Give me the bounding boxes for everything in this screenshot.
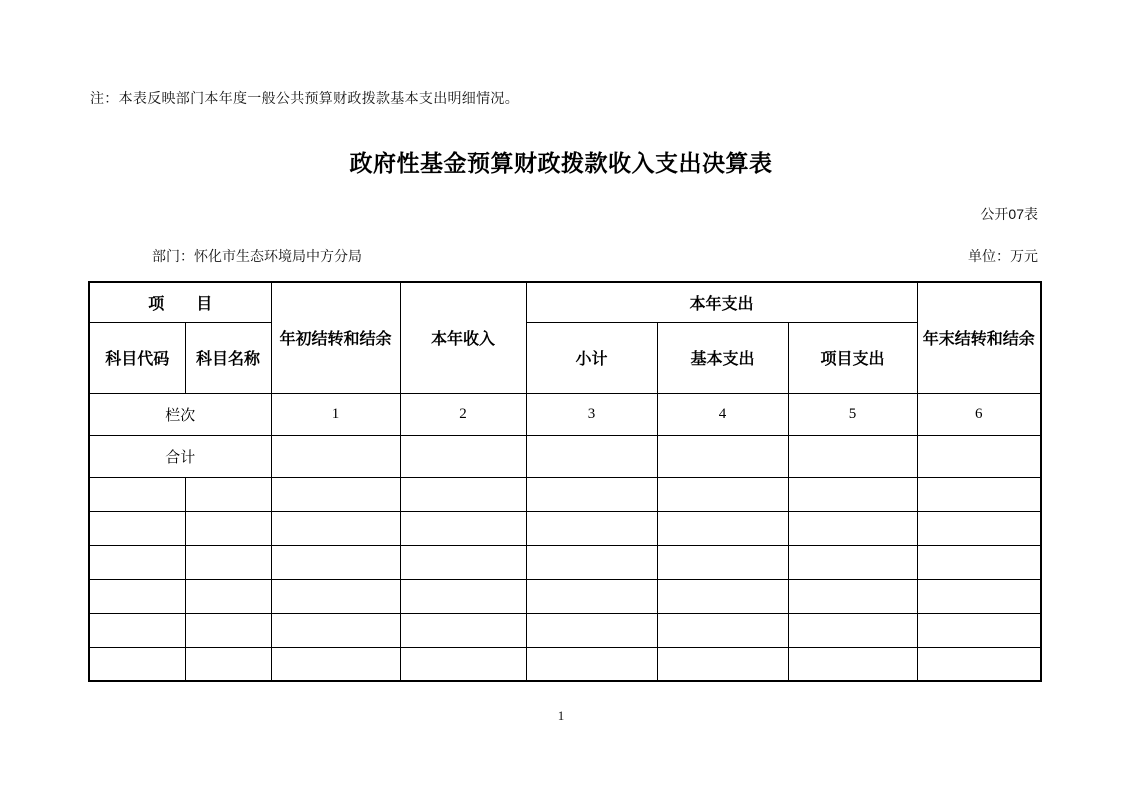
empty-cell — [526, 545, 657, 579]
empty-cell — [788, 477, 917, 511]
total-value-1 — [271, 435, 400, 477]
empty-cell — [271, 579, 400, 613]
empty-cell — [657, 613, 788, 647]
empty-cell — [788, 613, 917, 647]
empty-cell — [89, 477, 185, 511]
empty-cell — [526, 477, 657, 511]
empty-cell — [917, 511, 1041, 545]
empty-cell — [526, 511, 657, 545]
header-beginning-balance: 年初结转和结余 — [271, 282, 400, 393]
empty-cell — [185, 613, 271, 647]
empty-cell — [400, 511, 526, 545]
empty-cell — [657, 511, 788, 545]
total-value-5 — [788, 435, 917, 477]
empty-table-row — [89, 477, 1041, 511]
table-header-row-2 — [89, 322, 1041, 393]
empty-cell — [185, 545, 271, 579]
empty-cell — [400, 579, 526, 613]
empty-cell — [185, 477, 271, 511]
empty-table-row — [89, 545, 1041, 579]
column-index-label: 栏次 — [89, 393, 271, 435]
empty-cell — [89, 613, 185, 647]
empty-cell — [657, 579, 788, 613]
empty-cell — [271, 511, 400, 545]
header-subject-name: 科目名称 — [185, 322, 271, 393]
total-value-3 — [526, 435, 657, 477]
note-text: 注：本表反映部门本年度一般公共预算财政拨款基本支出明细情况。 — [90, 90, 519, 106]
empty-cell — [526, 613, 657, 647]
department-label: 部门：怀化市生态环境局中方分局 — [152, 248, 362, 264]
empty-cell — [788, 579, 917, 613]
empty-cell — [400, 647, 526, 681]
empty-cell — [271, 647, 400, 681]
empty-cell — [89, 511, 185, 545]
empty-cell — [271, 613, 400, 647]
empty-cell — [917, 477, 1041, 511]
empty-cell — [400, 545, 526, 579]
empty-cell — [185, 579, 271, 613]
empty-cell — [917, 647, 1041, 681]
header-subtotal: 小计 — [526, 322, 657, 393]
total-value-2 — [400, 435, 526, 477]
empty-cell — [657, 647, 788, 681]
form-code-label: 公开07表 — [980, 206, 1038, 222]
column-index-2: 2 — [400, 393, 526, 435]
header-current-year-expenditure: 本年支出 — [526, 282, 917, 322]
empty-cell — [788, 545, 917, 579]
empty-cell — [185, 647, 271, 681]
column-index-4: 4 — [657, 393, 788, 435]
empty-table-row — [89, 579, 1041, 613]
total-value-6 — [917, 435, 1041, 477]
empty-cell — [89, 579, 185, 613]
empty-cell — [526, 647, 657, 681]
empty-cell — [657, 477, 788, 511]
empty-cell — [917, 579, 1041, 613]
column-index-3: 3 — [526, 393, 657, 435]
column-index-6: 6 — [917, 393, 1041, 435]
header-basic-expenditure: 基本支出 — [657, 322, 788, 393]
empty-cell — [89, 545, 185, 579]
empty-table-row — [89, 613, 1041, 647]
empty-cell — [185, 511, 271, 545]
empty-cell — [788, 647, 917, 681]
column-index-1: 1 — [271, 393, 400, 435]
total-row-label: 合计 — [89, 435, 271, 477]
column-index-5: 5 — [788, 393, 917, 435]
total-value-4 — [657, 435, 788, 477]
empty-cell — [271, 545, 400, 579]
total-row — [89, 435, 1041, 477]
header-item-group: 项 目 — [89, 282, 271, 322]
empty-cell — [526, 579, 657, 613]
empty-table-row — [89, 511, 1041, 545]
empty-cell — [400, 613, 526, 647]
header-current-year-income: 本年收入 — [400, 282, 526, 393]
empty-cell — [788, 511, 917, 545]
empty-cell — [917, 545, 1041, 579]
header-subject-code: 科目代码 — [89, 322, 185, 393]
empty-cell — [657, 545, 788, 579]
header-project-expenditure: 项目支出 — [788, 322, 917, 393]
table-header-row-1 — [89, 282, 1041, 322]
budget-table — [88, 281, 1042, 682]
page-number: 1 — [557, 708, 565, 723]
empty-cell — [271, 477, 400, 511]
empty-cell — [917, 613, 1041, 647]
unit-label: 单位：万元 — [968, 248, 1038, 264]
empty-cell — [89, 647, 185, 681]
column-index-row — [89, 393, 1041, 435]
empty-table-row — [89, 647, 1041, 681]
page-title: 政府性基金预算财政拨款收入支出决算表 — [349, 150, 773, 176]
header-ending-balance: 年末结转和结余 — [917, 282, 1041, 393]
empty-cell — [400, 477, 526, 511]
